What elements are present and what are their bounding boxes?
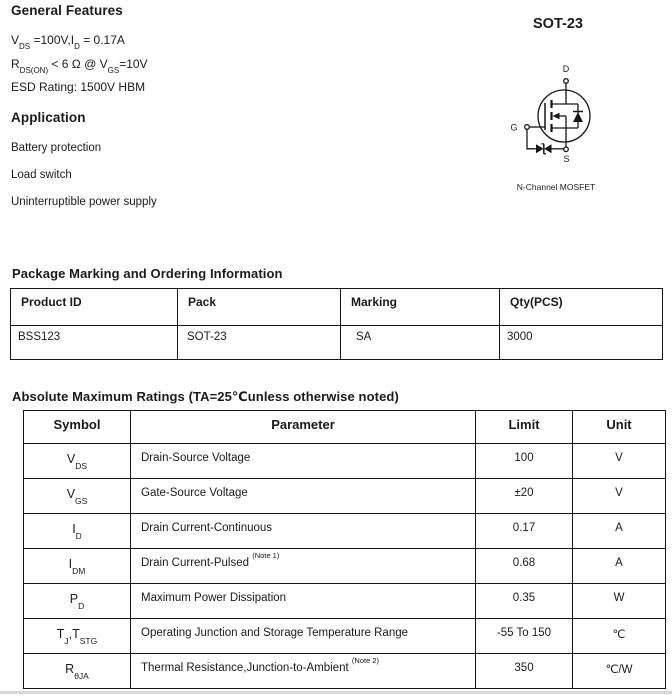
ordering-title: Package Marking and Ordering Information [12, 266, 283, 281]
source-terminal-icon [564, 147, 569, 152]
table-row [11, 326, 663, 360]
cell-unit: V [573, 444, 666, 479]
feature-item: $V_{DS} =100V,I_D = 0.17A$ [11, 33, 125, 52]
cell-2: SA [341, 326, 500, 360]
package-name: SOT-23 [533, 16, 583, 32]
cell-parameter: Drain-Source Voltage [131, 444, 476, 479]
cell-symbol: $R_{\theta JA}$ [24, 654, 131, 689]
cell-parameter: Drain Current-Pulsed $^{(Note 1)}$ [131, 549, 476, 584]
channel-arrow-icon [553, 113, 560, 119]
feature-item: $R_{DS(ON)} < 6$ Ω @ $V_{GS}=10V$ [11, 57, 148, 76]
cell-symbol: $V_{GS}$ [24, 479, 131, 514]
cell-limit: ±20 [476, 479, 573, 514]
cell-parameter: Gate-Source Voltage [131, 479, 476, 514]
cell-0: BSS123 [11, 326, 178, 360]
cell-limit: 350 [476, 654, 573, 689]
gate-terminal-label: G [510, 122, 518, 133]
general-features-title: General Features [11, 3, 123, 18]
header-cell: Marking [341, 289, 500, 326]
drain-terminal-label: D [562, 64, 570, 74]
esd-diode-right-icon [544, 144, 551, 153]
cell-symbol: $V_{DS}$ [24, 444, 131, 479]
source-terminal-label: S [563, 154, 570, 164]
cell-3: 3000 [500, 326, 663, 360]
header-cell: Pack [178, 289, 341, 326]
abs-max-table [23, 410, 666, 689]
cell-parameter: Maximum Power Dissipation [131, 584, 476, 619]
ordering-header-row [11, 289, 663, 326]
page-edge-shadow [0, 691, 672, 694]
cell-unit: A [573, 514, 666, 549]
mosfet-symbol-diagram [498, 60, 608, 166]
cell-unit: V [573, 479, 666, 514]
gate-terminal-icon [525, 125, 530, 130]
partial-logo-mark [577, 0, 593, 4]
cell-unit: W [573, 584, 666, 619]
drain-terminal-icon [564, 79, 569, 84]
cell-limit: 0.35 [476, 584, 573, 619]
table-row [24, 549, 666, 584]
cell-unit: ℃ [573, 619, 666, 654]
cell-1: SOT-23 [178, 326, 341, 360]
cell-limit: -55 To 150 [476, 619, 573, 654]
cell-limit: 100 [476, 444, 573, 479]
header-cell: Limit [476, 411, 573, 444]
table-row [24, 514, 666, 549]
cell-limit: 0.17 [476, 514, 573, 549]
ordering-table [10, 288, 663, 360]
application-title: Application [11, 110, 86, 125]
application-item: Uninterruptible power supply [11, 196, 157, 208]
table-row [24, 619, 666, 654]
cell-parameter: Drain Current-Continuous [131, 514, 476, 549]
cell-limit: 0.68 [476, 549, 573, 584]
header-cell: Product ID [11, 289, 178, 326]
cell-symbol: $T_J,T_{STG}$ [24, 619, 131, 654]
feature-item: ESD Rating: 1500V HBM [11, 80, 146, 94]
header-cell: Qty(PCS) [500, 289, 663, 326]
cell-unit: ℃/W [573, 654, 666, 689]
cell-symbol: $I_{DM}$ [24, 549, 131, 584]
esd-diode-left-icon [536, 144, 544, 153]
header-cell: Unit [573, 411, 666, 444]
cell-unit: A [573, 549, 666, 584]
application-item: Load switch [11, 169, 72, 181]
cell-symbol: $I_D$ [24, 514, 131, 549]
table-row [24, 584, 666, 619]
application-item: Battery protection [11, 142, 102, 154]
header-cell: Symbol [24, 411, 131, 444]
header-cell: Parameter [131, 411, 476, 444]
table-row [24, 444, 666, 479]
table-row [24, 479, 666, 514]
mosfet-caption: N-Channel MOSFET [516, 182, 596, 192]
cell-symbol: $P_D$ [24, 584, 131, 619]
body-diode-icon [573, 112, 583, 122]
table-row [24, 654, 666, 689]
cell-parameter: Operating Junction and Storage Temperature Range [131, 619, 476, 654]
cell-parameter: Thermal Resistance,Junction-to-Ambient $^{(Note 2)}$ [131, 654, 476, 689]
abs-max-title: Absolute Maximum Ratings (TA=25℃unless otherwise noted) [12, 389, 399, 404]
abs-max-header-row [24, 411, 666, 444]
